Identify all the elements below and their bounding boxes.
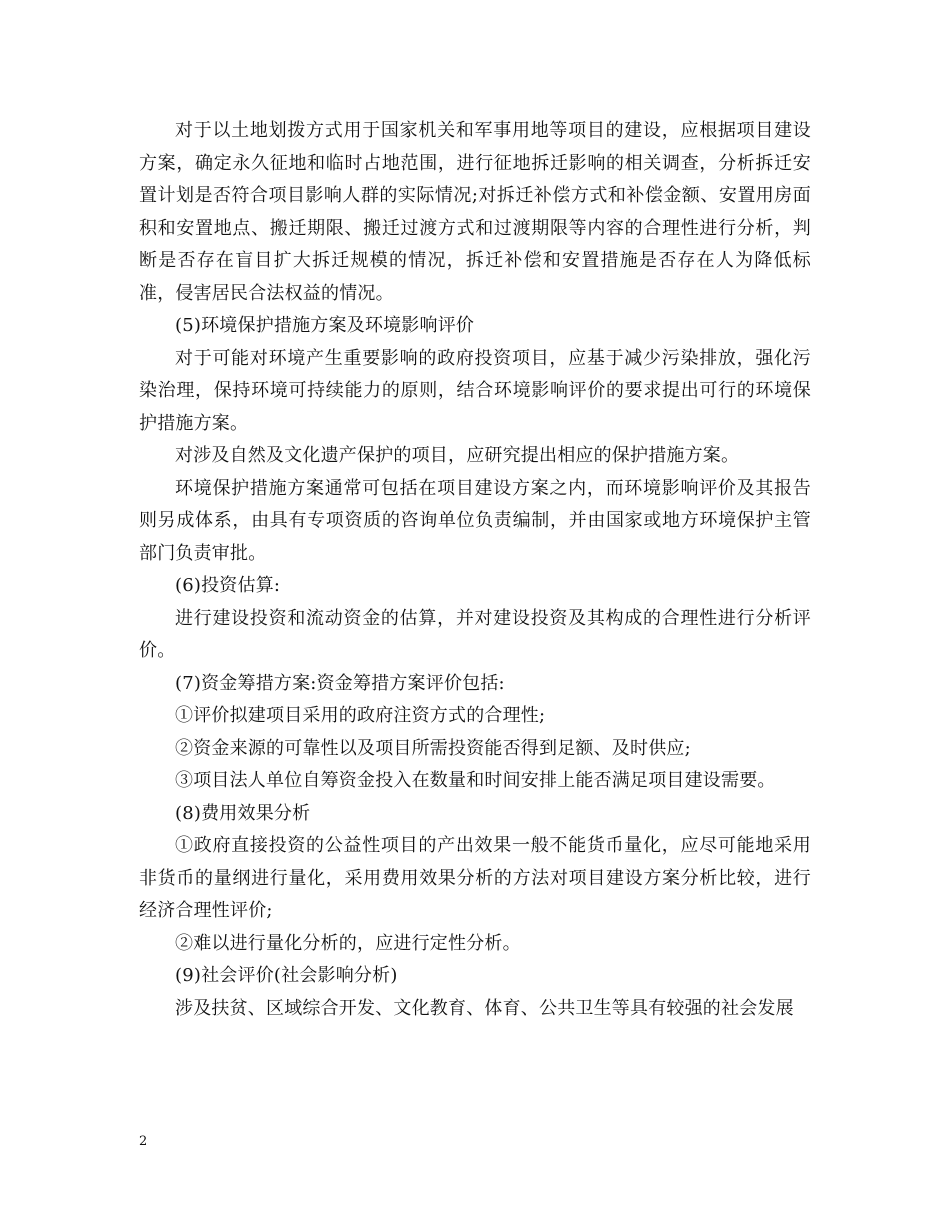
body-text (139, 115, 811, 1025)
heading-cost-effectiveness: (8)费用效果分析 (175, 802, 311, 824)
paragraph-environment-report: 环境保护措施方案通常可包括在项目建设方案之内，而环境影响评价及其报告则另成体系，由具有专项资质的咨询单位负责编制，并由国家或地方环境保护主管部门负责审批。 (139, 477, 811, 564)
heading-social-evaluation: (9)社会评价(社会影响分析) (175, 965, 398, 986)
list-item-cost-effectiveness-1: ①政府直接投资的公益性项目的产出效果一般不能货币量化，应尽可能地采用非货币的量纲进行量化，采用费用效果分析的方法对项目建设方案分析比较，进行经济合理性评价; (139, 835, 811, 921)
paragraph-land-acquisition: 对于以土地划拨方式用于国家机关和军事用地等项目的建设，应根据项目建设方案，确定永久征地和临时占地范围，进行征地拆迁影响的相关调查，分析拆迁安置计划是否符合项目影响人群的实际情况;对拆迁补偿方式和补偿金额、安置用房面积和安置地点、搬迁期限、搬迁过渡方式和过渡期限等内容的合理性进行分析，判断是否存在盲目扩大拆迁规模的情况，拆迁补偿和安置措施是否存在人为降低标准，侵害居民合法权益的情况。 (139, 120, 811, 304)
list-item-cost-effectiveness-2: ②难以进行量化分析的，应进行定性分析。 (175, 932, 521, 954)
list-item-funding-2: ②资金来源的可靠性以及项目所需投资能否得到足额、及时供应; (175, 737, 691, 759)
list-item-funding-3: ③项目法人单位自筹资金投入在数量和时间安排上能否满足项目建设需要。 (175, 770, 776, 791)
page-number: 2 (139, 1134, 148, 1149)
paragraph-investment-estimate: 进行建设投资和流动资金的估算，并对建设投资及其构成的合理性进行分析评价。 (139, 607, 811, 661)
paragraph-environment-impact: 对于可能对环境产生重要影响的政府投资项目，应基于减少污染排放，强化污染治理，保持环境可持续能力的原则，结合环境影响评价的要求提出可行的环境保护措施方案。 (139, 347, 811, 434)
paragraph-heritage-protection: 对涉及自然及文化遗产保护的项目，应研究提出相应的保护措施方案。 (175, 445, 740, 466)
paragraph-social-evaluation: 涉及扶贫、区域综合开发、文化教育、体育、公共卫生等具有较强的社会发展 (175, 997, 794, 1019)
heading-environmental-protection: (5)环境保护措施方案及环境影响评价 (175, 315, 475, 336)
heading-funding-plan: (7)资金筹措方案:资金筹措方案评价包括: (175, 672, 505, 694)
list-item-funding-1: ①评价拟建项目采用的政府注资方式的合理性; (175, 705, 546, 726)
heading-investment-estimate: (6)投资估算: (175, 575, 281, 596)
